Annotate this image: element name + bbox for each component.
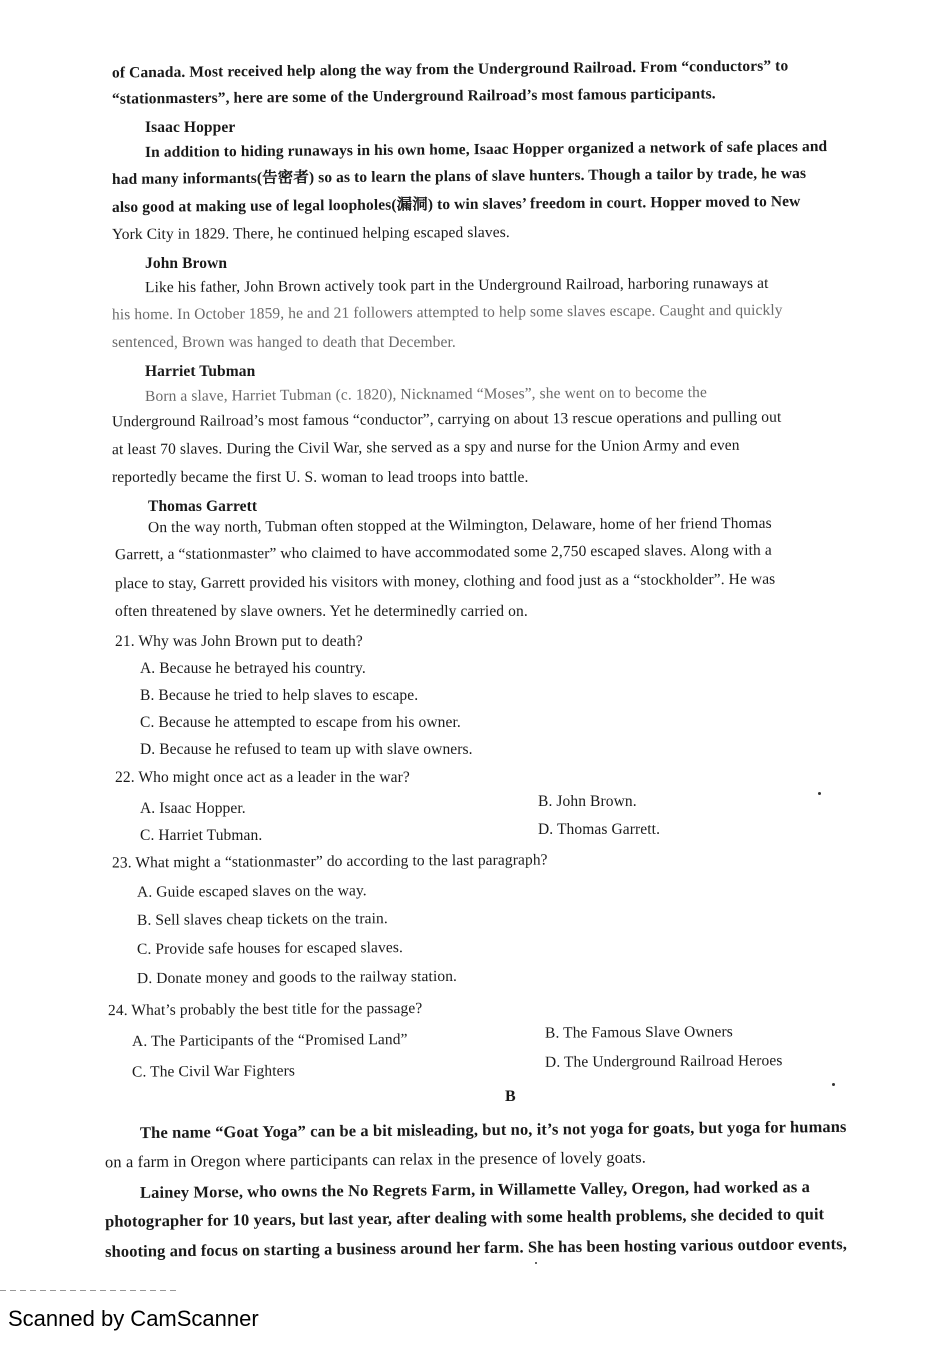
scan-edge-line (0, 1290, 180, 1291)
q23-option-a: A. Guide escaped slaves on the way. (136, 882, 367, 901)
q24-option-a: A. The Participants of the “Promised Land” (131, 1031, 408, 1050)
q23-option-b: B. Sell slaves cheap tickets on the train. (136, 910, 388, 929)
garrett-line-3: place to stay, Garrett provided his visitors with money, clothing and food just as a “stockholder”. He was (114, 570, 776, 593)
section-b-line-4: photographer for 10 years, but last year, after dealing with some health problems, she decided to quit (104, 1204, 825, 1231)
q23-option-c: C. Provide safe houses for escaped slaves. (136, 939, 403, 958)
hopper-line-1: In addition to hiding runaways in his own home, Isaac Hopper organized a network of safe places and (144, 138, 828, 161)
intro-line-2: “stationmasters”, here are some of the Underground Railroad’s most famous participants. (111, 85, 716, 108)
q24-option-c: C. The Civil War Fighters (131, 1062, 296, 1081)
heading-thomas-garrett: Thomas Garrett (148, 498, 258, 515)
section-b-line-2: on a farm in Oregon where participants can relax in the presence of lovely goats. (104, 1147, 647, 1172)
q24-option-d: D. The Underground Railroad Heroes (544, 1052, 783, 1071)
q21-option-b: B. Because he tried to help slaves to escape. (140, 687, 419, 704)
heading-john-brown: John Brown (145, 255, 228, 272)
garrett-line-2: Garrett, a “stationmaster” who claimed to have accommodated some 2,750 escaped slaves. Along with a (114, 541, 772, 564)
brown-line-3: sentenced, Brown was hanged to death that December. (112, 334, 456, 351)
q21-option-a: A. Because he betrayed his country. (140, 660, 366, 677)
scan-speck (832, 1083, 835, 1086)
section-b-label: B (505, 1088, 516, 1105)
q22-option-a: A. Isaac Hopper. (140, 800, 246, 817)
scan-speck (818, 792, 821, 795)
question-22: 22. Who might once act as a leader in the war? (115, 769, 410, 786)
tubman-line-4: reportedly became the first U. S. woman to lead troops into battle. (112, 469, 529, 486)
scan-speck (535, 1262, 537, 1264)
q23-option-d: D. Donate money and goods to the railway station. (136, 967, 458, 988)
q22-option-b: B. John Brown. (538, 793, 637, 810)
tubman-line-2: Underground Railroad’s most famous “conductor”, carrying on about 13 rescue operations and pulling out (111, 408, 782, 431)
q24-option-b: B. The Famous Slave Owners (544, 1023, 733, 1042)
tubman-line-3: at least 70 slaves. During the Civil War, she served as a spy and nurse for the Union Army and even (111, 436, 740, 459)
q21-option-d: D. Because he refused to team up with slave owners. (140, 741, 473, 758)
section-b-line-1: The name “Goat Yoga” can be a bit misleading, but no, it’s not yoga for goats, but yoga for humans (139, 1116, 847, 1143)
intro-line-1: of Canada. Most received help along the way from the Underground Railroad. From “conductors” to (111, 57, 789, 82)
q22-option-d: D. Thomas Garrett. (538, 821, 661, 838)
hopper-line-2: had many informants(告密者) so as to learn the plans of slave hunters. Though a tailor by trade, he was (111, 164, 807, 189)
heading-isaac-hopper: Isaac Hopper (145, 119, 236, 136)
q22-option-c: C. Harriet Tubman. (140, 827, 263, 844)
scanner-watermark: Scanned by CamScanner (8, 1306, 259, 1331)
brown-line-2: his home. In October 1859, he and 21 followers attempted to help some slaves escape. Caught and quickly (111, 301, 783, 324)
question-23: 23. What might a “stationmaster” do according to the last paragraph? (111, 851, 548, 872)
question-21: 21. Why was John Brown put to death? (115, 633, 363, 650)
question-24: 24. What’s probably the best title for the passage? (107, 999, 423, 1020)
garrett-line-4: often threatened by slave owners. Yet he determinedly carried on. (115, 603, 528, 620)
q21-option-c: C. Because he attempted to escape from his owner. (140, 714, 461, 731)
hopper-line-3: also good at making use of legal loopholes(漏洞) to win slaves’ freedom in court. Hopper moved to New (111, 192, 801, 217)
section-b-line-3: Lainey Morse, who owns the No Regrets Farm, in Willamette Valley, Oregon, had worked as a (139, 1177, 811, 1202)
tubman-line-1: Born a slave, Harriet Tubman (c. 1820), Nicknamed “Moses”, she went on to become the (144, 384, 708, 405)
heading-harriet-tubman: Harriet Tubman (145, 363, 256, 380)
section-b-line-5: shooting and focus on starting a business around her farm. She has been hosting various outdoor events, (104, 1234, 848, 1261)
garrett-line-1: On the way north, Tubman often stopped at the Wilmington, Delaware, home of her friend Thomas (147, 514, 772, 537)
brown-line-1: Like his father, John Brown actively took part in the Underground Railroad, harboring runaways at (144, 274, 769, 297)
hopper-line-4: York City in 1829. There, he continued helping escaped slaves. (111, 223, 510, 244)
